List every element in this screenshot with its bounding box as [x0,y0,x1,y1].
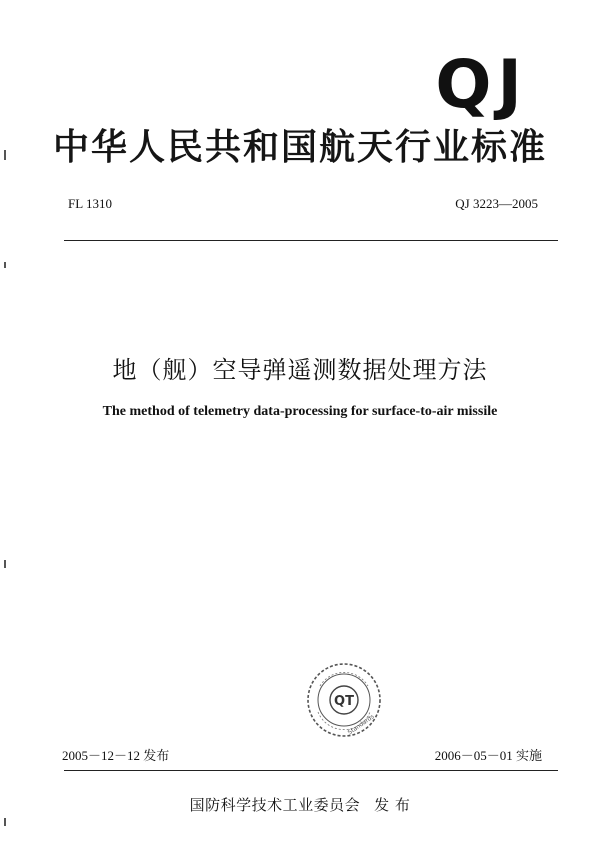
seal-center-text: QT [334,694,354,709]
standards-seal-icon [304,660,384,740]
publisher-name: 国防科学技术工业委员会 [189,796,361,814]
effective-date: 2006－05－01 实施 [434,748,542,763]
standard-number: QJ 3223—2005 [455,196,538,211]
classification-code: FL 1310 [68,196,112,211]
seal-ring-text: Standards [346,713,376,737]
binding-mark [4,262,6,268]
footer-divider [64,770,558,771]
publisher-line [0,794,600,815]
binding-mark [4,560,6,568]
qj-logo: QJ [435,46,528,123]
document-title-english: The method of telemetry data-processing for surface-to-air missile [102,404,498,419]
publisher-action: 发 布 [374,796,411,814]
series-title: 中华人民共和国航天行业标准 [52,127,547,168]
header-divider [64,240,558,241]
document-title-chinese: 地（舰）空导弹遥测数据处理方法 [112,356,488,384]
issue-date: 2005－12－12 发布 [62,748,170,763]
binding-mark [4,818,6,826]
